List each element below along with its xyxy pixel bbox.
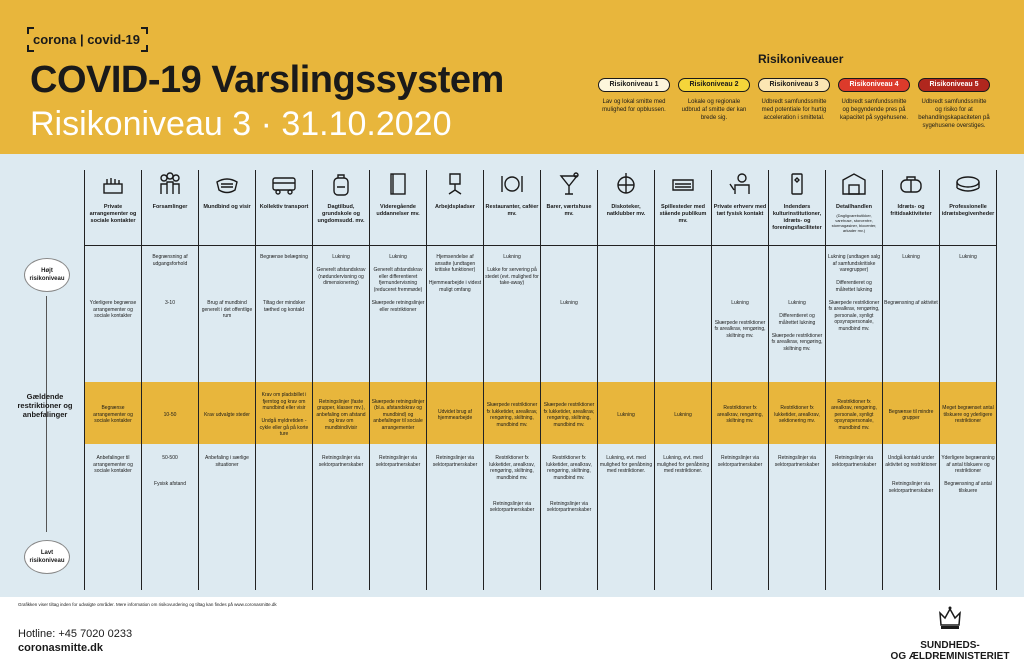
column-divider xyxy=(84,170,85,590)
risk-level-desc: Lav og lokal smitte med mulighed for opblussen. xyxy=(602,99,666,113)
column-sublabel: (Dagligvarebutikker, varehuse, storcentre, stormagasiner, biocenter, arkader mv.) xyxy=(831,213,877,233)
brand-tag xyxy=(33,32,140,47)
measure-cell: Anbefaling i særlige situationer xyxy=(205,455,249,468)
high-risk-label: Højt risikoniveau xyxy=(24,258,70,292)
chair-icon xyxy=(441,170,469,198)
column-label: Idræts- og fritidsaktiviteter xyxy=(890,204,932,217)
column-divider xyxy=(768,170,769,590)
measure-cell: Restriktioner fx lukketider, arealkrav, sektionering mv. xyxy=(774,405,820,425)
measure-cell: Restriktioner fx lukketider, arealkrav, rengøring, skiltning, mundbind mv. Retningslinjer via sektorpartnerskaber xyxy=(546,455,592,513)
column-divider xyxy=(255,170,256,590)
measure-cell: Retningslinjer via sektorpartnerskaber xyxy=(375,455,421,468)
measure-cell: Lukning xyxy=(674,411,692,418)
column-divider xyxy=(996,170,997,590)
column-label: Private arrangementer og sociale kontakter xyxy=(89,204,137,224)
column-divider xyxy=(711,170,712,590)
measure-cell: Begrænse belægning xyxy=(260,254,308,260)
measure-cell: Retningslinjer via sektorpartnerskaber xyxy=(318,455,364,468)
column-label: Diskoteker, natklubber mv. xyxy=(606,204,646,217)
ministry-name: SUNDHEDS- OG ÆLDREMINISTERIET xyxy=(890,640,1010,662)
measure-cell: Retningslinjer (faste grupper, klasser mv.), anbefaling om afstand og krav om mundbind/visir xyxy=(316,398,366,431)
stadium-icon xyxy=(954,170,982,198)
column-label: Spillesteder med stående publikum mv. xyxy=(659,204,707,224)
risk-level-desc: Udbredt samfundssmitte og begyndende pres på kapacitet på sygehusene. xyxy=(839,99,909,121)
column-header xyxy=(941,170,995,218)
column-divider xyxy=(369,170,370,590)
column-divider xyxy=(654,170,655,590)
risk-level-desc: Udbredt samfundssmitte og risiko for at behandlingskapaciteten på sygehusene overstiges. xyxy=(918,99,990,129)
measure-cell: Restriktioner fx arealkrav, rengøring, personale, synligt opsynspersonale, mundbind mv. xyxy=(831,398,877,431)
measure-cell: Retningslinjer via sektorpartnerskaber xyxy=(717,455,763,468)
measure-cell: Lukning xyxy=(959,254,977,260)
risk-levels-title: Risikoniveauer xyxy=(758,52,844,66)
column-divider xyxy=(939,170,940,590)
measure-cell: Lukning, evt. med mulighed for genåbning med restriktioner. xyxy=(599,455,653,474)
bag-icon xyxy=(897,170,925,198)
shop-icon xyxy=(840,170,868,198)
column-header xyxy=(884,170,938,218)
crown-icon xyxy=(938,605,962,631)
column-header xyxy=(143,170,197,211)
measure-cell: Lukning Lukke for servering på stedet (evt. mulighed for take-away) xyxy=(485,254,539,286)
measure-cell: 10-50 xyxy=(163,411,177,418)
measure-cell: Restriktioner fx lukketider, arealkrav, rengøring, skiltning, mundbind mv. Retningslinjer via sektorpartnerskaber xyxy=(489,455,535,513)
measure-cell: Anbefalinger til arrangementer og sociale kontakter xyxy=(93,455,133,474)
measure-cell: Lukning xyxy=(560,300,578,306)
column-label: Mundbind og visir xyxy=(203,204,251,210)
measure-cell: Begrænse arrangementer og sociale kontakter xyxy=(93,405,133,425)
column-header xyxy=(200,170,254,211)
backpack-icon xyxy=(327,170,355,198)
book-icon xyxy=(384,170,412,198)
column-header xyxy=(656,170,710,225)
measure-cell: Undgå kontakt under aktivitet og restriktioner Retningslinjer via sektorpartnerskaber xyxy=(885,455,937,494)
hotline: Hotline: +45 7020 0233 xyxy=(18,628,133,640)
crowd-icon xyxy=(156,170,184,198)
measure-cell: Lukning, evt. med mulighed for genåbning med restriktioner. xyxy=(656,455,710,474)
measure-cell: Lukning xyxy=(902,254,920,260)
column-header xyxy=(827,170,881,233)
column-divider xyxy=(825,170,826,590)
plate-icon xyxy=(498,170,526,198)
column-label: Barer, værtshuse mv. xyxy=(546,204,592,217)
column-header xyxy=(257,170,311,211)
column-label: Private erhverv med tæt fysisk kontakt xyxy=(713,204,767,217)
risk-level-pill: Risikoniveau 3 xyxy=(758,78,830,92)
discoball-icon xyxy=(612,170,640,198)
risk-level-desc: Lokale og regionale udbrud af smitte der kan brede sig. xyxy=(681,99,747,121)
column-label: Forsamlinger xyxy=(152,204,188,210)
measure-cell: Retningslinjer via sektorpartnerskaber xyxy=(831,455,877,468)
risk-level-desc: Udbredt samfundssmitte med potentiale for hurtig acceleration i smittetal. xyxy=(761,99,827,121)
risk-level-1 xyxy=(598,78,670,114)
column-label: Kollektiv transport xyxy=(259,204,309,210)
measure-cell: Begrænsning af aktivitet xyxy=(884,300,938,306)
page-title: COVID-19 Varslingssystem xyxy=(30,59,504,101)
column-divider xyxy=(312,170,313,590)
column-divider xyxy=(198,170,199,590)
measure-cell: Lukning Generelt afstandskrav (nødundervisning og dimensionering) xyxy=(316,254,366,286)
risk-level-pill: Risikoniveau 2 xyxy=(678,78,750,92)
column-header xyxy=(485,170,539,218)
column-divider xyxy=(597,170,598,590)
risk-level-3 xyxy=(758,78,830,122)
measure-cell: Brug af mundbind generelt i det offentlige rum xyxy=(201,300,253,319)
risk-level-4 xyxy=(838,78,910,122)
measure-cell: Krav udvalgte steder xyxy=(204,411,250,418)
measure-cell: Lukning xyxy=(617,411,635,418)
column-label: Arbejdspladser xyxy=(434,204,476,210)
measure-cell: Krav om pladsbillet i fjerntog og krav om mundbind eller visir Undgå myldretiden - cykle eller gå på korte ture xyxy=(259,392,309,438)
column-header xyxy=(713,170,767,218)
cake-icon xyxy=(99,170,127,198)
column-header xyxy=(314,170,368,225)
column-label: Dagtilbud, grundskole og ungdomsudd. mv. xyxy=(317,204,365,224)
measure-cell: Udvidet brug af hjemmearbejde xyxy=(437,408,473,421)
column-label: Professionelle idrætsbegivenheder xyxy=(941,204,995,217)
measure-cell: Begrænsning af udgangsforhold xyxy=(152,254,188,267)
measure-cell: Retningslinjer via sektorpartnerskaber xyxy=(432,455,478,468)
low-risk-label: Lavt risikoniveau xyxy=(24,540,70,574)
column-label: Detailhandlen xyxy=(835,204,873,210)
risk-level-pill: Risikoniveau 5 xyxy=(918,78,990,92)
footnote: Grafikken viser tiltag inden for udvalgte områder. Mere information om risikovurdering og tiltag kan findes på www.coronasmitte.dk xyxy=(18,602,277,607)
ministry-logo xyxy=(890,605,1010,662)
risk-level-2 xyxy=(678,78,750,122)
bus-icon xyxy=(270,170,298,198)
mask-icon xyxy=(213,170,241,198)
measure-cell: Skærpede restriktioner fx lukketider, arealkrav, rengøring, skiltning, mundbind mv. xyxy=(486,402,538,428)
measure-cell: Lukning Skærpede restriktioner fx arealkrav, rengøring, skiltning mv. xyxy=(714,300,766,339)
column-label: Videregående uddannelser mv. xyxy=(376,204,420,217)
measure-cell: Retningslinjer via sektorpartnerskaber xyxy=(774,455,820,468)
measure-cell: Lukning (undtagen salg af samfundskritiske varegrupper) Differentieret og målrettet lukning Skærpede restriktioner fx arealkrav, rengøring, personale, synligt opsynspersonale, mundbind mv. xyxy=(828,254,880,332)
brand-text: corona | covid-19 xyxy=(33,32,140,47)
measure-cell: Lukning Differentieret og målrettet lukning Skærpede restriktioner fx arealkrav, rengøring, skiltning mv. xyxy=(771,300,823,352)
column-header xyxy=(428,170,482,211)
measure-cell: Skærpede retningslinjer (bl.a. afstandskrav og mundbind) og anbefalinger til sociale arrangementer xyxy=(371,398,425,431)
measure-cell: Skærpede retningslinjer eller restriktioner xyxy=(371,300,425,313)
column-header xyxy=(542,170,596,218)
risk-level-pill: Risikoniveau 4 xyxy=(838,78,910,92)
page-subtitle: Risikoniveau 3 · 31.10.2020 xyxy=(30,105,452,143)
cocktail-icon xyxy=(555,170,583,198)
column-header xyxy=(770,170,824,232)
measure-cell: Meget begrænset antal tilskuere og yderligere restriktioner xyxy=(942,405,994,425)
column-divider xyxy=(426,170,427,590)
measure-cell: Yderligere begrænse arrangementer og sociale kontakter xyxy=(89,300,137,319)
ticket-icon xyxy=(783,170,811,198)
column-label: Indendørs kulturinstitutioner, idræts- og foreningsfaciliteter xyxy=(772,204,822,231)
column-divider xyxy=(540,170,541,590)
column-header xyxy=(371,170,425,218)
current-restrictions-label: Gældende restriktioner og anbefalinger xyxy=(17,392,73,419)
column-divider xyxy=(141,170,142,590)
column-divider xyxy=(483,170,484,590)
column-divider xyxy=(882,170,883,590)
column-header xyxy=(86,170,140,225)
column-label: Restauranter, caféer mv. xyxy=(485,204,539,217)
risk-level-pill: Risikoniveau 1 xyxy=(598,78,670,92)
measure-cell: Restriktioner fx arealkrav, rengøring, skiltning mv. xyxy=(717,405,763,425)
header xyxy=(0,0,1024,154)
measure-cell: 3-10 xyxy=(164,300,175,306)
measure-cell: Lukning Generelt afstandskrav eller differentieret fjernundervisning (reduceret fremmøde) xyxy=(373,254,423,293)
measure-cell: 50-500 Fysisk afstand xyxy=(154,455,186,487)
measure-cell: Skærpede restriktioner fx lukketider, arealkrav, rengøring, skiltning, mundbind mv. xyxy=(543,402,595,428)
website-link[interactable]: coronasmitte.dk xyxy=(18,642,103,654)
stage-icon xyxy=(669,170,697,198)
barber-icon xyxy=(726,170,754,198)
measure-cell: Tiltag der mindsker tæthed og kontakt xyxy=(262,300,306,313)
risk-level-5 xyxy=(918,78,990,130)
measure-cell: Begrænse til mindre grupper xyxy=(888,408,934,421)
column-header xyxy=(599,170,653,218)
measure-cell: Yderligere begrænsning af antal tilskuere og restriktioner Begrænsning af antal tilskuere xyxy=(941,455,995,494)
measure-cell: Hjemsendelse af ansatte (undtagen kritiske funktioner) Hjemmearbejde i videst muligt omfang xyxy=(428,254,482,293)
